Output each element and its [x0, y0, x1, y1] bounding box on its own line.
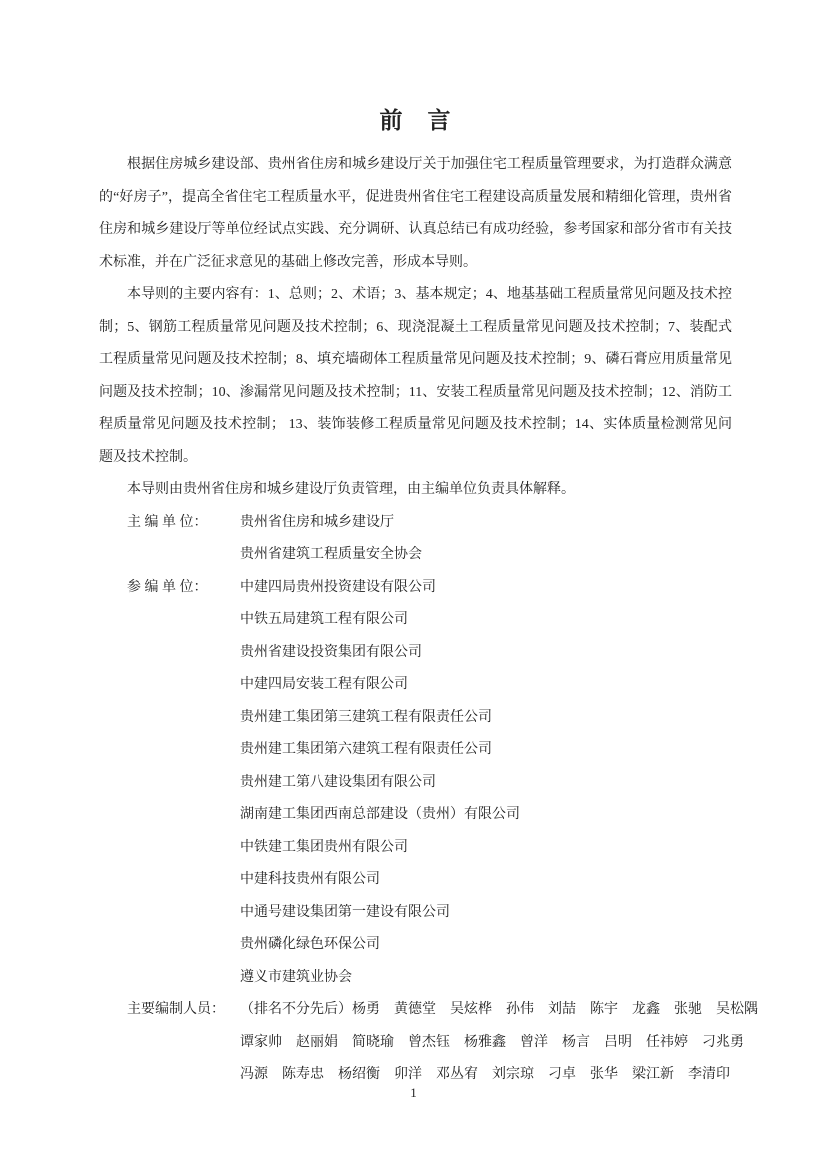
publisher-unit: 贵州建工第八建设集团有限公司 [240, 774, 436, 790]
staff-names-line: 冯源 陈寿忠 杨绍衡 卯洋 邓丛宥 刘宗琼 刁卓 张华 梁江新 李清印 [240, 1067, 730, 1082]
chief-editor-section [99, 507, 732, 572]
publisher-unit: 中建四局安装工程有限公司 [240, 677, 408, 692]
page-title: 前 言 [379, 107, 452, 133]
publisher-unit: 贵州省建筑工程质量安全协会 [240, 547, 422, 562]
chief-editor-label: 主 编 单 位： [127, 514, 208, 530]
publisher-unit: 中建科技贵州有限公司 [240, 872, 380, 887]
document-content [99, 0, 758, 1092]
publisher-unit: 贵州省住房和城乡建设厅 [240, 514, 394, 530]
staff-label: 主要编制人员： [127, 1002, 225, 1017]
publisher-unit: 中通号建设集团第一建设有限公司 [240, 904, 450, 920]
participating-editor-section [99, 572, 732, 995]
staff-section [99, 994, 758, 1092]
participating-editor-units [240, 572, 760, 995]
publisher-unit: 中铁五局建筑工程有限公司 [240, 612, 408, 627]
participating-editor-label: 参 编 单 位： [127, 579, 208, 595]
page-number: 1 [410, 1085, 417, 1100]
publisher-unit: 中铁建工集团贵州有限公司 [240, 839, 408, 855]
paragraph-management: 本导则由贵州省住房和城乡建设厅负责管理，由主编单位负责具体解释。 [127, 482, 575, 497]
staff-names-line: 谭家帅 赵丽娟 简晓瑜 曾杰钰 杨雅鑫 曾洋 杨言 吕明 任祎婷 刁兆勇 [240, 1034, 744, 1050]
publisher-unit: 遵义市建筑业协会 [240, 969, 352, 985]
staff-names-line: （排名不分先后）杨勇 黄德堂 吴炫桦 孙伟 刘喆 陈宇 龙鑫 张驰 吴松隅 [240, 1002, 758, 1017]
paragraph-contents: 本导则的主要内容有：1、总则；2、术语；3、基本规定；4、地基基础工程质量常见问题及技术控制；5、钢筋工程质量常见问题及技术控制；6、现浇混凝土工程质量常见问题及技术控制；7、装配式工程质量常见问题及技术控制；8、填充墙砌体工程质量常见问题及技术控制；9、磷石膏应用质量常见问题及技术控制；10、渗漏常见问题及技术控制；11、安装工程质量常见问题及技术控制；12、消防工程质量常见问题及技术控制； 13、装饰装修工程质量常见问题及技术控制；14、实体质量检测常见问题及技术控制。 [99, 287, 732, 465]
paragraph-background: 根据住房城乡建设部、贵州省住房和城乡建设厅关于加强住宅工程质量管理要求，为打造群众满意的“好房子”，提高全省住宅工程质量水平，促进贵州省住宅工程建设高质量发展和精细化管理，贵州省住房和城乡建设厅等单位经试点实践、充分调研、认真总结已有成功经验，参考国家和部分省市有关技术标准，并在广泛征求意见的基础上修改完善，形成本导则。 [99, 157, 732, 270]
staff-names [240, 994, 760, 1092]
publisher-unit: 湖南建工集团西南总部建设（贵州）有限公司 [240, 807, 520, 822]
publisher-unit: 中建四局贵州投资建设有限公司 [240, 579, 436, 595]
chief-editor-units [240, 507, 760, 572]
publisher-unit: 贵州省建设投资集团有限公司 [240, 644, 422, 660]
publisher-unit: 贵州磷化绿色环保公司 [240, 937, 380, 952]
publisher-unit: 贵州建工集团第三建筑工程有限责任公司 [240, 709, 492, 725]
publisher-unit: 贵州建工集团第六建筑工程有限责任公司 [240, 742, 492, 757]
